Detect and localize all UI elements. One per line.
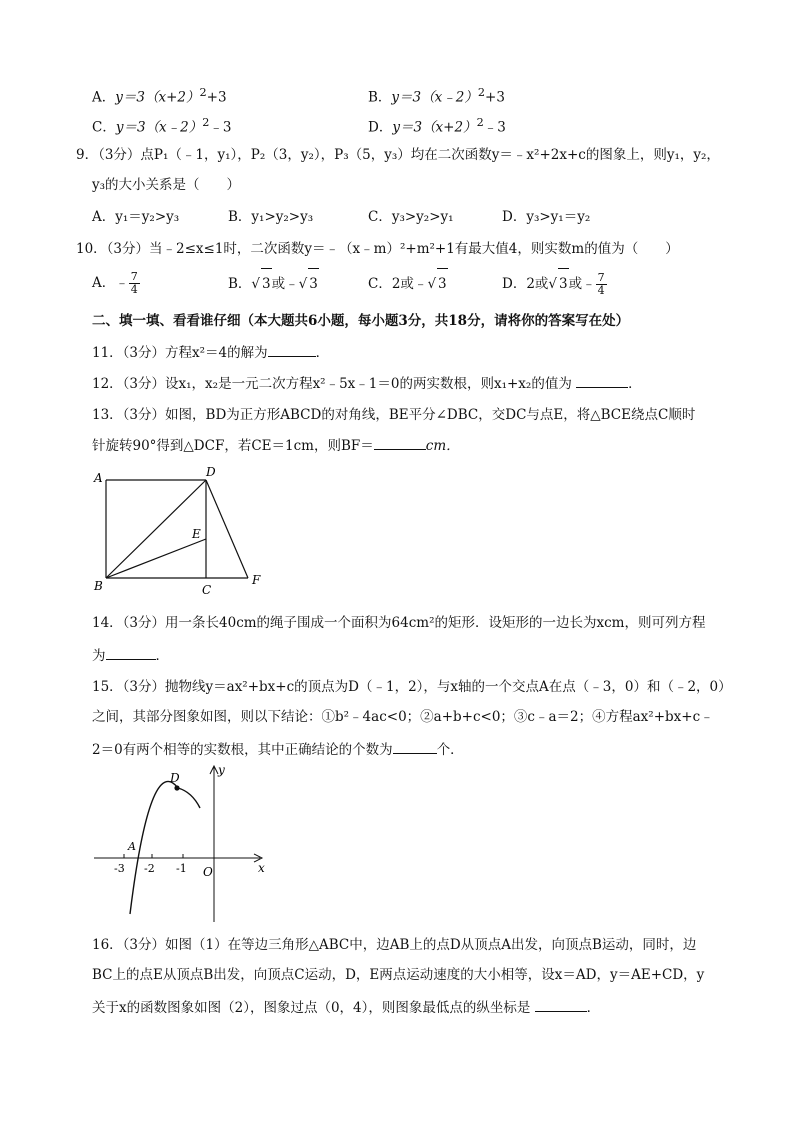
diagonal-bd — [106, 480, 206, 578]
label-d: D — [170, 771, 180, 785]
q16-stem-line3: 关于x的函数图象如图（2），图象过点（0，4），则图象最低点的纵坐标是 ． — [92, 1000, 601, 1016]
label-b: B — [94, 579, 103, 593]
q14-stem-line1: 14．（3分）用一条长40cm的绳子围成一个面积为64cm²的矩形．设矩形的一边长为xcm，则可列方程 — [92, 615, 706, 631]
q8-option-a: A．$y=3(x+2)^2+3$ — [92, 86, 227, 106]
section-heading: 二、填一填、看看谁仔细（本大题共6小题，每小题3分，共18分，请将你的答案写在处） — [92, 313, 630, 329]
q16-stem-line1: 16．（3分）如图（1）在等边三角形△ABC中，边AB上的点D从顶点A出发，向顶点B运动，同时，边 — [92, 937, 697, 953]
label-x: x — [258, 861, 265, 875]
q15-stem-line2: 之间，其部分图象如图，则以下结论：①b²﹣4ac<0；②a+b+c<0；③c﹣a＝2；④方程ax²+bx+c﹣ — [92, 709, 714, 725]
q9-stem-line2: y₃的大小关系是（ ） — [92, 177, 241, 193]
vertex-point — [174, 785, 179, 790]
q11: 11．（3分）方程x²＝4的解为 ． — [92, 345, 330, 361]
q10-option-d: D．2或√ 3或﹣ $\frac{7}{4}$ — [502, 268, 607, 299]
label-c: C — [202, 583, 212, 597]
q9-option-b: B．y₁>y₂>y₃ — [228, 209, 314, 225]
q9-stem-line1: 9．（3分）点P₁（﹣1，y₁），P₂（3，y₂），P₃（5，y₃）均在二次函数y＝﹣x²+2x+c的图象上，则y₁，y₂， — [76, 147, 720, 163]
bisector-be — [106, 539, 206, 578]
tick-label-neg3: -3 — [114, 862, 125, 875]
q8-option-d: D．$y=3(x+2)^2﹣3$ — [368, 116, 506, 136]
edge-df — [206, 480, 248, 578]
tick-label-neg2: -2 — [144, 862, 155, 875]
q9-option-d: D．y₃>y₁＝y₂ — [502, 209, 591, 225]
q10-option-b: B．√ 3或﹣√ 3 — [228, 268, 319, 299]
q10-option-a: A．﹣ $\frac{7}{4}$ — [92, 270, 138, 296]
q10-stem: 10．（3分）当﹣2≤x≤1时，二次函数y＝﹣（x﹣m）²+m²+1有最大值4，则实数m的值为（ ） — [76, 241, 679, 257]
label-o: O — [203, 865, 213, 879]
label-d: D — [206, 465, 216, 479]
edge-ef-hidden — [206, 539, 248, 578]
tick-label-neg1: -1 — [176, 862, 187, 875]
label-a: A — [128, 840, 136, 853]
parabola-curve — [130, 781, 200, 914]
q13-stem-line2: 针旋转90°得到△DCF，若CE＝1cm，则BF＝ cm． — [92, 438, 460, 454]
q14-stem-line2: 为 ． — [92, 648, 169, 664]
q13-answer-blank[interactable] — [374, 436, 426, 450]
q12: 12．（3分）设x₁，x₂是一元二次方程x²﹣5x﹣1＝0的两实数根，则x₁+x₂的值为 ． — [92, 376, 642, 392]
q15-figure — [90, 762, 280, 928]
q14-answer-blank[interactable] — [106, 646, 156, 660]
q8-option-c: C．y＝3（x﹣2）$^2$﹣3 — [92, 116, 232, 136]
q15-stem-line1: 15．（3分）抛物线y＝ax²+bx+c的顶点为D（﹣1，2），与x轴的一个交点A在点（﹣3，0）和（﹣2，0） — [92, 679, 732, 695]
q15-answer-blank[interactable] — [393, 740, 437, 754]
label-y: y — [218, 763, 225, 777]
q10-option-c: C．2或﹣√ 3 — [368, 268, 448, 299]
label-f: F — [252, 573, 261, 587]
q13-figure — [88, 462, 268, 598]
q12-answer-blank[interactable] — [576, 374, 628, 388]
q16-answer-blank[interactable] — [535, 998, 587, 1012]
q9-option-a: A．y₁＝y₂>y₃ — [92, 209, 180, 225]
q11-answer-blank[interactable] — [268, 343, 316, 357]
q16-stem-line2: BC上的点E从顶点B出发，向顶点C运动，D，E两点运动速度的大小相等，设x＝AD，y＝AE+CD，y — [92, 967, 705, 983]
q15-stem-line3: 2＝0有两个相等的实数根，其中正确结论的个数为 个． — [92, 742, 464, 758]
label-e: E — [192, 527, 201, 541]
label-a: A — [94, 471, 103, 485]
q9-option-c: C．y₃>y₂>y₁ — [368, 209, 454, 225]
q8-option-b: B．y＝3（x﹣2）$^2$+3 — [368, 86, 505, 106]
q13-stem-line1: 13．（3分）如图，BD为正方形ABCD的对角线，BE平分∠DBC，交DC与点E，将△BCE绕点C顺时 — [92, 407, 696, 423]
